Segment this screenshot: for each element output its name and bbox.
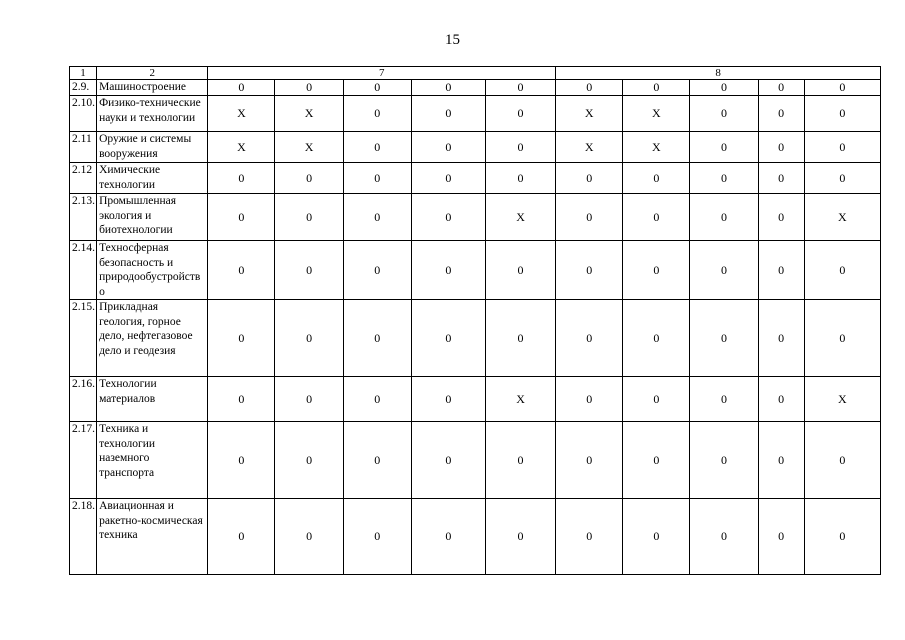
value-cell: 0	[804, 80, 880, 96]
table-row	[70, 241, 881, 300]
value-cell: 0	[758, 241, 804, 300]
value-cell: 0	[208, 300, 275, 377]
data-table	[69, 66, 881, 575]
value-cell: 0	[275, 194, 343, 241]
value-cell: 0	[411, 241, 485, 300]
value-cell: 0	[556, 80, 623, 96]
value-cell: 0	[485, 96, 555, 132]
value-cell: 0	[343, 163, 411, 194]
value-cell: 0	[758, 377, 804, 422]
row-name: Авиационная и ракетно-космическая техника	[97, 499, 208, 575]
header-col-2: 2	[97, 67, 208, 80]
row-number: 2.17.	[70, 422, 97, 499]
value-cell: 0	[623, 377, 690, 422]
value-cell: 0	[411, 422, 485, 499]
table-row	[70, 377, 881, 422]
value-cell: 0	[758, 499, 804, 575]
value-cell: 0	[343, 377, 411, 422]
value-cell: 0	[343, 132, 411, 163]
table-row	[70, 422, 881, 499]
value-cell: 0	[690, 80, 758, 96]
value-cell: 0	[556, 499, 623, 575]
value-cell: 0	[690, 377, 758, 422]
value-cell: 0	[758, 194, 804, 241]
value-cell: 0	[275, 163, 343, 194]
value-cell: 0	[758, 96, 804, 132]
value-cell: 0	[690, 241, 758, 300]
value-cell: 0	[275, 241, 343, 300]
value-cell: 0	[343, 80, 411, 96]
row-number: 2.15.	[70, 300, 97, 377]
value-cell: 0	[690, 96, 758, 132]
row-name: Физико-технические науки и технологии	[97, 96, 208, 132]
value-cell: 0	[343, 300, 411, 377]
value-cell: 0	[208, 499, 275, 575]
value-cell: 0	[275, 300, 343, 377]
value-cell: 0	[804, 300, 880, 377]
value-cell: 0	[411, 499, 485, 575]
page-number: 15	[445, 32, 460, 48]
value-cell: 0	[804, 132, 880, 163]
value-cell: X	[556, 96, 623, 132]
row-name: Техносферная безопасность и природообустройство	[97, 241, 208, 300]
value-cell: X	[485, 194, 555, 241]
value-cell: 0	[623, 194, 690, 241]
row-number: 2.12	[70, 163, 97, 194]
value-cell: 0	[804, 96, 880, 132]
value-cell: X	[485, 377, 555, 422]
row-number: 2.16.	[70, 377, 97, 422]
row-name: Техника и технологии наземного транспорта	[97, 422, 208, 499]
value-cell: X	[208, 96, 275, 132]
row-number: 2.11	[70, 132, 97, 163]
table-row	[70, 499, 881, 575]
value-cell: 0	[208, 241, 275, 300]
header-group-8: 8	[556, 67, 881, 80]
value-cell: 0	[758, 422, 804, 499]
value-cell: X	[275, 132, 343, 163]
table-row	[70, 132, 881, 163]
value-cell: 0	[208, 377, 275, 422]
value-cell: 0	[411, 300, 485, 377]
row-number: 2.13.	[70, 194, 97, 241]
value-cell: 0	[411, 194, 485, 241]
value-cell: 0	[485, 80, 555, 96]
value-cell: 0	[208, 80, 275, 96]
value-cell: 0	[343, 499, 411, 575]
value-cell: 0	[411, 163, 485, 194]
value-cell: 0	[623, 499, 690, 575]
value-cell: 0	[411, 377, 485, 422]
value-cell: 0	[556, 241, 623, 300]
value-cell: 0	[485, 499, 555, 575]
header-group-7: 7	[208, 67, 556, 80]
value-cell: 0	[623, 163, 690, 194]
row-name: Прикладная геология, горное дело, нефтегазовое дело и геодезия	[97, 300, 208, 377]
value-cell: 0	[690, 132, 758, 163]
value-cell: 0	[690, 163, 758, 194]
value-cell: 0	[804, 499, 880, 575]
value-cell: 0	[485, 241, 555, 300]
value-cell: 0	[485, 132, 555, 163]
row-name: Оружие и системы вооружения	[97, 132, 208, 163]
row-number: 2.9.	[70, 80, 97, 96]
table-row	[70, 80, 881, 96]
value-cell: 0	[690, 194, 758, 241]
value-cell: 0	[411, 132, 485, 163]
table-row	[70, 300, 881, 377]
row-name: Химические технологии	[97, 163, 208, 194]
value-cell: 0	[343, 241, 411, 300]
value-cell: 0	[758, 300, 804, 377]
row-number: 2.18.	[70, 499, 97, 575]
header-col-1: 1	[70, 67, 97, 80]
value-cell: 0	[758, 163, 804, 194]
row-name: Машиностроение	[97, 80, 208, 96]
row-number: 2.10.	[70, 96, 97, 132]
row-name: Технологии материалов	[97, 377, 208, 422]
value-cell: 0	[485, 300, 555, 377]
table-row	[70, 96, 881, 132]
value-cell: 0	[411, 80, 485, 96]
table-row	[70, 163, 881, 194]
value-cell: 0	[804, 163, 880, 194]
value-cell: 0	[275, 422, 343, 499]
value-cell: 0	[208, 194, 275, 241]
value-cell: 0	[275, 377, 343, 422]
value-cell: 0	[556, 422, 623, 499]
table-row	[70, 194, 881, 241]
value-cell: 0	[804, 241, 880, 300]
table-header-row	[70, 67, 881, 80]
value-cell: 0	[275, 499, 343, 575]
value-cell: 0	[758, 80, 804, 96]
value-cell: X	[275, 96, 343, 132]
value-cell: X	[556, 132, 623, 163]
value-cell: 0	[623, 241, 690, 300]
value-cell: 0	[758, 132, 804, 163]
value-cell: 0	[411, 96, 485, 132]
value-cell: X	[208, 132, 275, 163]
value-cell: 0	[690, 422, 758, 499]
value-cell: X	[623, 96, 690, 132]
value-cell: 0	[690, 300, 758, 377]
value-cell: 0	[275, 80, 343, 96]
value-cell: 0	[343, 422, 411, 499]
value-cell: X	[804, 377, 880, 422]
row-number: 2.14.	[70, 241, 97, 300]
value-cell: 0	[556, 377, 623, 422]
value-cell: X	[804, 194, 880, 241]
value-cell: 0	[690, 499, 758, 575]
value-cell: 0	[556, 163, 623, 194]
value-cell: X	[623, 132, 690, 163]
value-cell: 0	[556, 194, 623, 241]
value-cell: 0	[623, 422, 690, 499]
value-cell: 0	[208, 163, 275, 194]
value-cell: 0	[343, 194, 411, 241]
value-cell: 0	[804, 422, 880, 499]
value-cell: 0	[623, 300, 690, 377]
value-cell: 0	[208, 422, 275, 499]
value-cell: 0	[485, 422, 555, 499]
value-cell: 0	[485, 163, 555, 194]
value-cell: 0	[343, 96, 411, 132]
row-name: Промышленная экология и биотехнологии	[97, 194, 208, 241]
value-cell: 0	[623, 80, 690, 96]
value-cell: 0	[556, 300, 623, 377]
